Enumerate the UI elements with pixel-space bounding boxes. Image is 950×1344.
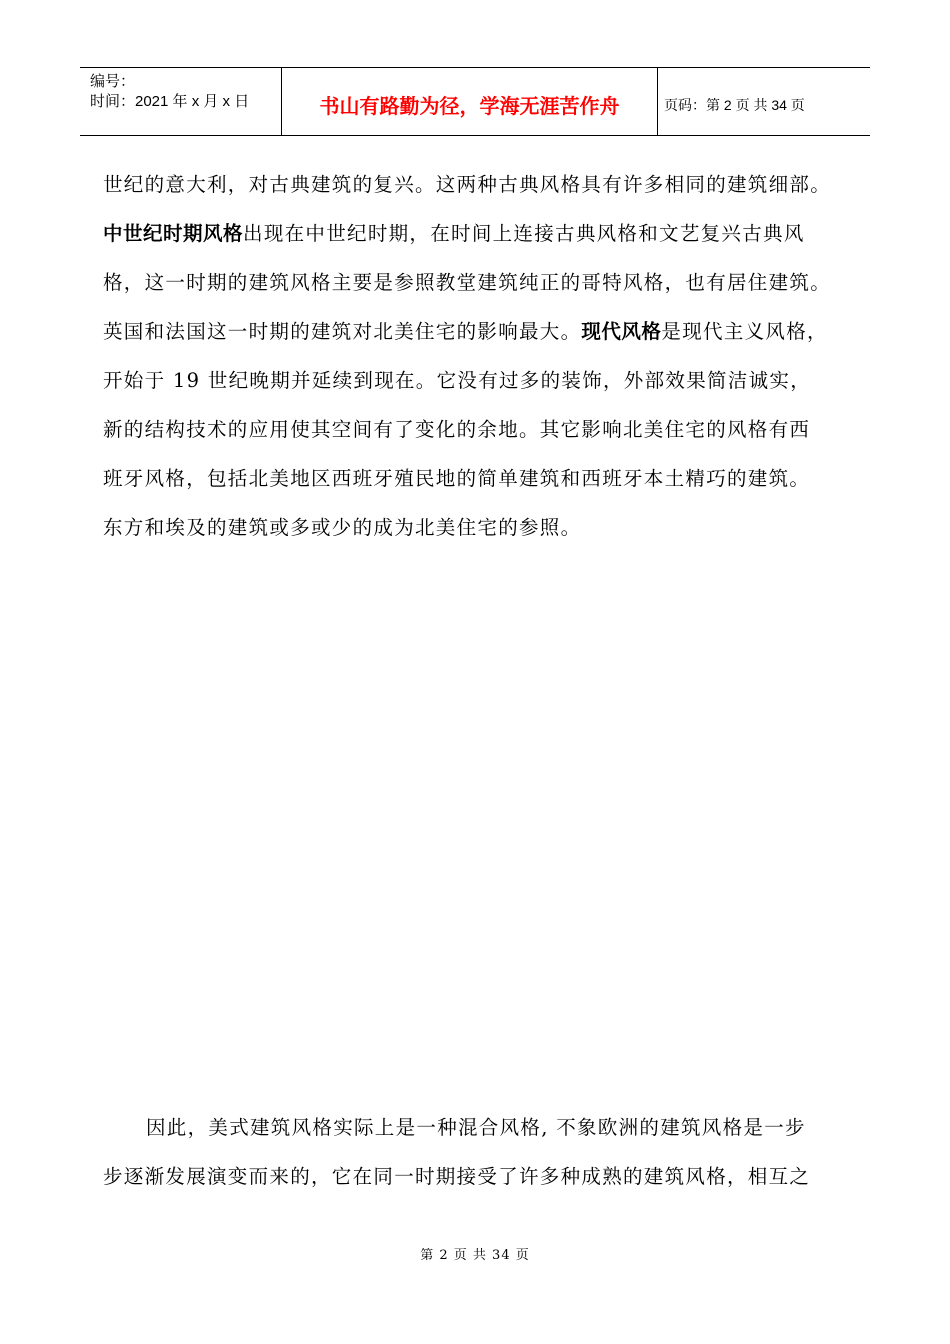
text-span: 出现在中世纪时期，在时间上连接古典风格和文艺复兴古典风 [243, 222, 805, 245]
bold-term-modern: 现代风格 [581, 320, 662, 343]
text-span: 英国和法国这一时期的建筑对北美住宅的影响最大。 [103, 320, 582, 343]
time-label: 时间：2021 年 x 月 x 日 [90, 93, 250, 110]
header-page-cell [658, 68, 870, 135]
header-page-info: 页码：第 2 页 共 34 页 [664, 96, 805, 113]
text-line: 开始于 19 世纪晚期并延续到现在。它没有过多的装饰，外部效果简洁诚实， [103, 369, 812, 392]
body-paragraph-2 [103, 1103, 873, 1201]
page-footer: 第 2 页 共 34 页 [420, 1248, 530, 1263]
header-motto-cell [282, 68, 658, 135]
text-line [103, 307, 873, 356]
text-line: 因此，美式建筑风格实际上是一种混合风格, 不象欧洲的建筑风格是一步 [146, 1116, 806, 1139]
motto-text: 书山有路勤为径，学海无涯苦作舟 [319, 94, 620, 118]
bold-term-medieval: 中世纪时期风格 [103, 222, 244, 245]
text-line: 步逐渐发展演变而来的，它在同一时期接受了许多种成熟的建筑风格，相互之 [103, 1165, 811, 1188]
text-span: 是现代主义风格， [661, 320, 828, 343]
body-paragraph-1 [103, 160, 873, 552]
serial-label: 编号： [90, 73, 136, 90]
text-line: 格，这一时期的建筑风格主要是参照教堂建筑纯正的哥特风格，也有居住建筑。 [103, 271, 832, 294]
text-line: 东方和埃及的建筑或多或少的成为北美住宅的参照。 [103, 516, 582, 539]
header-meta-cell [80, 68, 282, 135]
text-line: 世纪的意大利，对古典建筑的复兴。这两种古典风格具有许多相同的建筑细部。 [103, 173, 832, 196]
text-line [103, 209, 873, 258]
text-line: 新的结构技术的应用使其空间有了变化的余地。其它影响北美住宅的风格有西 [103, 418, 811, 441]
text-line: 班牙风格，包括北美地区西班牙殖民地的简单建筑和西班牙本土精巧的建筑。 [103, 467, 811, 490]
page-header [80, 67, 870, 136]
